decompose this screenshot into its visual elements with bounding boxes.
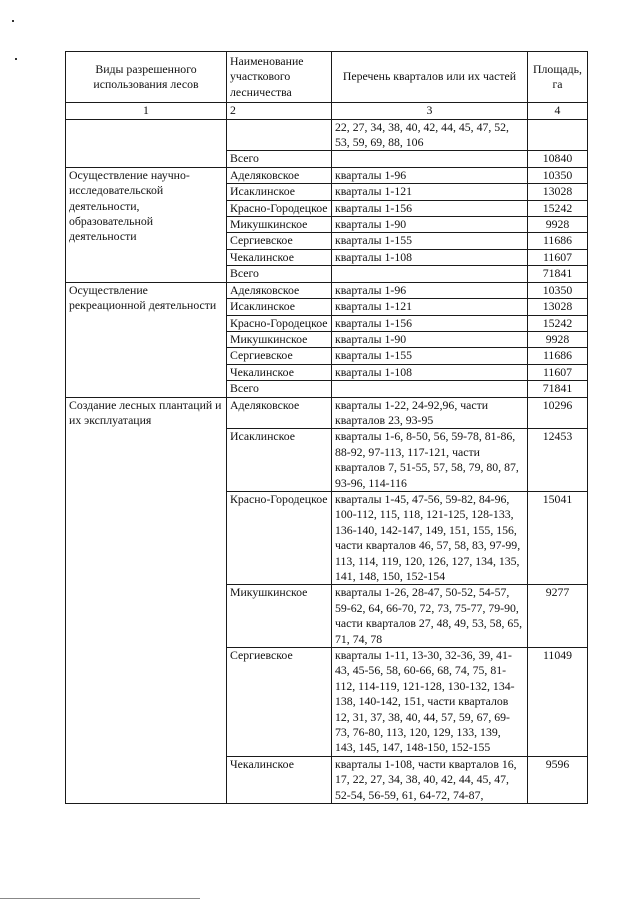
footer-divider xyxy=(0,898,200,899)
quarters-cell: кварталы 1-45, 47-56, 59-82, 84-96, 100-112, 115, 118, 121-125, 128-133, 136-140, 142-147, 149, 151, 155, 156, части кварталов 46, 57, 58, 83, 97-99, 113, 114, 119, 120, 126, 127, 134, 135, 141, 148, 150, 152-154 xyxy=(332,491,528,584)
header-forestry: Наименование участкового лесничества xyxy=(227,52,332,103)
quarters-cell: кварталы 1-108 xyxy=(332,249,528,265)
quarters-cell: кварталы 1-90 xyxy=(332,217,528,233)
quarters-cell: кварталы 1-155 xyxy=(332,348,528,364)
forestry-cell: Чекалинское xyxy=(227,249,332,265)
use-type-cell xyxy=(66,119,227,167)
forestry-cell: Аделяковское xyxy=(227,167,332,183)
total-label: Всего xyxy=(227,381,332,397)
forestry-cell: Аделяковское xyxy=(227,397,332,429)
area-cell: 11049 xyxy=(528,648,588,757)
quarters-cell: кварталы 1-11, 13-30, 32-36, 39, 41-43, 45-56, 58, 60-66, 68, 74, 75, 81-112, 114-119, 121-128, 130-132, 134-138, 140-142, 151, части кварталов 12, 31, 37, 38, 40, 44, 57, 59, 67, 69-73, 76-80, 113, 120, 129, 133, 139, 143, 145, 147, 148-150, 152-155 xyxy=(332,648,528,757)
area-cell: 11686 xyxy=(528,233,588,249)
forestry-cell: Сергиевское xyxy=(227,233,332,249)
quarters-cell: кварталы 1-121 xyxy=(332,184,528,200)
column-number: 1 xyxy=(66,103,227,119)
forestry-cell: Красно-Городецкое xyxy=(227,200,332,216)
forestry-cell xyxy=(227,119,332,151)
forestry-cell: Сергиевское xyxy=(227,648,332,757)
quarters-cell: кварталы 1-108 xyxy=(332,364,528,380)
area-cell: 9596 xyxy=(528,756,588,803)
quarters-cell: кварталы 1-156 xyxy=(332,200,528,216)
area-cell: 10350 xyxy=(528,282,588,298)
quarters-cell: кварталы 1-90 xyxy=(332,331,528,347)
forestry-cell: Микушкинское xyxy=(227,331,332,347)
forest-use-table xyxy=(65,51,588,804)
column-number: 2 xyxy=(227,103,332,119)
forestry-cell: Исаклинское xyxy=(227,184,332,200)
header-use-type: Виды разрешенного использования лесов xyxy=(66,52,227,103)
column-number: 3 xyxy=(332,103,528,119)
quarters-cell: кварталы 1-156 xyxy=(332,315,528,331)
scan-speck xyxy=(12,20,14,22)
area-cell: 11607 xyxy=(528,249,588,265)
area-cell: 15041 xyxy=(528,491,588,584)
quarters-cell: 22, 27, 34, 38, 40, 42, 44, 45, 47, 52, 53, 59, 69, 88, 106 xyxy=(332,119,528,151)
forestry-cell: Красно-Городецкое xyxy=(227,315,332,331)
area-cell: 13028 xyxy=(528,184,588,200)
header-quarters: Перечень кварталов или их частей xyxy=(332,52,528,103)
area-cell: 10296 xyxy=(528,397,588,429)
quarters-cell xyxy=(332,266,528,282)
table-row xyxy=(66,282,588,298)
quarters-cell: кварталы 1-96 xyxy=(332,282,528,298)
quarters-cell: кварталы 1-108, части кварталов 16, 17, 22, 27, 34, 38, 40, 42, 44, 45, 47, 52-54, 56-59, 61, 64-72, 74-87, xyxy=(332,756,528,803)
quarters-cell: кварталы 1-22, 24-92,96, части кварталов 23, 93-95 xyxy=(332,397,528,429)
area-cell: 9928 xyxy=(528,217,588,233)
use-type-cell: Создание лесных плантаций и их эксплуатация xyxy=(66,397,227,804)
total-label: Всего xyxy=(227,151,332,167)
area-cell: 11607 xyxy=(528,364,588,380)
total-area: 71841 xyxy=(528,266,588,282)
area-cell xyxy=(528,119,588,151)
table-row xyxy=(66,397,588,429)
forestry-cell: Красно-Городецкое xyxy=(227,491,332,584)
forestry-cell: Микушкинское xyxy=(227,217,332,233)
total-area: 10840 xyxy=(528,151,588,167)
area-cell: 9277 xyxy=(528,585,588,648)
column-number-row xyxy=(66,103,588,119)
forestry-cell: Исаклинское xyxy=(227,429,332,492)
header-area: Площадь, га xyxy=(528,52,588,103)
use-type-cell: Осуществление научно-исследовательской деятельности, образовательной деятельности xyxy=(66,167,227,282)
column-number: 4 xyxy=(528,103,588,119)
quarters-cell: кварталы 1-155 xyxy=(332,233,528,249)
area-cell: 15242 xyxy=(528,315,588,331)
total-label: Всего xyxy=(227,266,332,282)
forestry-cell: Исаклинское xyxy=(227,299,332,315)
use-type-cell: Осуществление рекреационной деятельности xyxy=(66,282,227,397)
quarters-cell: кварталы 1-121 xyxy=(332,299,528,315)
area-cell: 9928 xyxy=(528,331,588,347)
forestry-cell: Аделяковское xyxy=(227,282,332,298)
area-cell: 15242 xyxy=(528,200,588,216)
table-header-row xyxy=(66,52,588,103)
forestry-cell: Чекалинское xyxy=(227,756,332,803)
quarters-cell: кварталы 1-26, 28-47, 50-52, 54-57, 59-62, 64, 66-70, 72, 73, 75-77, 79-90, части кварталов 27, 48, 49, 53, 58, 65, 71, 74, 78 xyxy=(332,585,528,648)
total-area: 71841 xyxy=(528,381,588,397)
area-cell: 10350 xyxy=(528,167,588,183)
quarters-cell xyxy=(332,381,528,397)
forestry-cell: Сергиевское xyxy=(227,348,332,364)
table-row xyxy=(66,167,588,183)
area-cell: 13028 xyxy=(528,299,588,315)
area-cell: 12453 xyxy=(528,429,588,492)
forestry-cell: Чекалинское xyxy=(227,364,332,380)
area-cell: 11686 xyxy=(528,348,588,364)
quarters-cell: кварталы 1-6, 8-50, 56, 59-78, 81-86, 88-92, 97-113, 117-121, части кварталов 7, 51-55, 57, 58, 79, 80, 87, 93-96, 114-116 xyxy=(332,429,528,492)
scan-speck xyxy=(15,58,17,60)
table-row xyxy=(66,119,588,151)
forestry-cell: Микушкинское xyxy=(227,585,332,648)
quarters-cell xyxy=(332,151,528,167)
quarters-cell: кварталы 1-96 xyxy=(332,167,528,183)
